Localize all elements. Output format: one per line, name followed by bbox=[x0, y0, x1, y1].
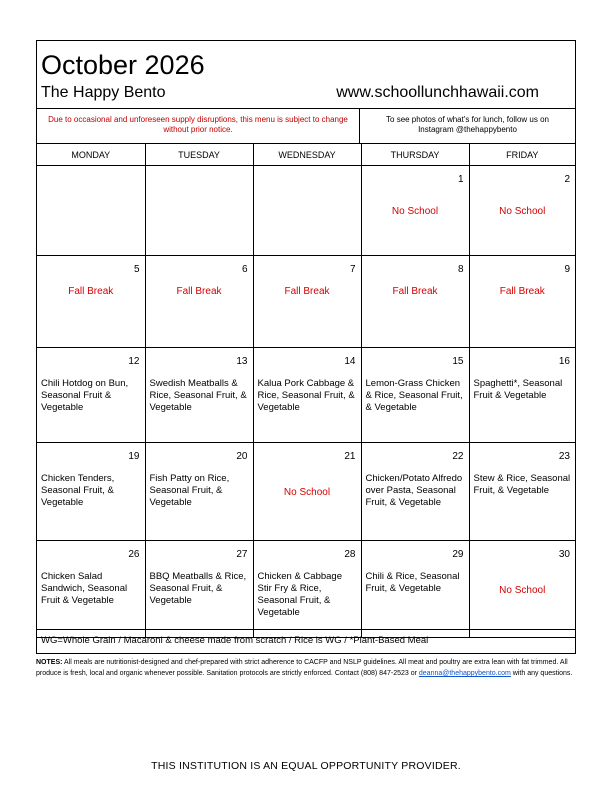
day-cell-content bbox=[254, 541, 361, 637]
day-number: 27 bbox=[236, 549, 248, 560]
calendar-day-cell bbox=[37, 443, 145, 541]
day-number: 9 bbox=[564, 264, 570, 275]
disruption-notice: Due to occasional and unforeseen supply disruptions, this menu is subject to change without prior notice. bbox=[37, 109, 360, 143]
calendar-day-cell bbox=[469, 443, 575, 541]
day-number: 8 bbox=[457, 264, 464, 275]
calendar-day-cell bbox=[253, 166, 361, 256]
day-cell-content bbox=[470, 256, 576, 347]
meal-description: Chicken & Cabbage Stir Fry & Rice, Seasonal Fruit, & Vegetable bbox=[257, 571, 342, 618]
notes-text: All meals are nutritionist-designed and chef-prepared with strict adherence to CACFP and NSLP guidelines. All meat and poultry are extra lean with fat trimmed. All produce is fresh, local and organic whenever possible. Sanitation protocols are strictly enforced. Contact (808) 847-2523 or bbox=[36, 659, 568, 677]
meal-description: Stew & Rice, Seasonal Fruit, & Vegetable bbox=[473, 473, 571, 496]
closure-label: Fall Break bbox=[68, 286, 114, 297]
closure-label: No School bbox=[391, 206, 439, 217]
calendar-week-row bbox=[37, 348, 575, 443]
day-number: 12 bbox=[128, 356, 140, 367]
day-cell-content bbox=[146, 443, 253, 540]
day-number: 16 bbox=[558, 356, 570, 367]
day-cell-content bbox=[146, 166, 253, 255]
menu-calendar-frame bbox=[36, 40, 576, 654]
meal-description: BBQ Meatballs & Rice, Seasonal Fruit, & Vegetable bbox=[149, 571, 247, 606]
day-cell-content bbox=[37, 166, 145, 255]
calendar-day-cell bbox=[145, 166, 253, 256]
weekday-header-row bbox=[37, 144, 575, 166]
weekday-header: FRIDAY bbox=[469, 144, 575, 166]
website-link[interactable]: www.schoollunchhawaii.com bbox=[336, 84, 539, 101]
notes-suffix: with any questions. bbox=[510, 670, 573, 677]
calendar-day-cell bbox=[145, 256, 253, 348]
meal-description: Chicken Tenders, Seasonal Fruit, & Vegetable bbox=[41, 473, 115, 508]
meal-description: Lemon-Grass Chicken & Rice, Seasonal Fruit, & Vegetable bbox=[365, 378, 463, 413]
day-number: 7 bbox=[349, 264, 356, 275]
day-cell-content bbox=[362, 443, 469, 540]
calendar-day-cell bbox=[469, 348, 575, 443]
calendar-day-cell bbox=[37, 348, 145, 443]
day-number: 13 bbox=[236, 356, 248, 367]
day-cell-content bbox=[254, 348, 361, 442]
calendar-day-cell bbox=[253, 443, 361, 541]
day-cell-content bbox=[470, 541, 576, 637]
day-number: 30 bbox=[558, 549, 570, 560]
weekday-header: THURSDAY bbox=[361, 144, 469, 166]
calendar-day-cell bbox=[361, 166, 469, 256]
calendar-day-cell bbox=[37, 256, 145, 348]
day-number: 2 bbox=[564, 174, 570, 185]
instagram-notice: To see photos of what's for lunch, follow us on Instagram @thehappybento bbox=[386, 115, 549, 134]
notes-label: NOTES: bbox=[36, 659, 63, 666]
day-cell-content bbox=[362, 348, 469, 442]
calendar-day-cell bbox=[37, 541, 145, 638]
calendar-day-cell bbox=[37, 166, 145, 256]
day-cell-content bbox=[362, 166, 469, 255]
calendar-day-cell bbox=[145, 348, 253, 443]
closure-label: Fall Break bbox=[499, 286, 545, 297]
meal-description: Kalua Pork Cabbage & Rice, Seasonal Fruit, & Vegetable bbox=[257, 378, 355, 413]
day-number: 20 bbox=[236, 451, 248, 462]
notes bbox=[36, 657, 578, 679]
closure-label: No School bbox=[499, 585, 546, 596]
day-cell-content bbox=[254, 443, 361, 540]
day-number: 21 bbox=[344, 451, 356, 462]
day-cell-content bbox=[146, 348, 253, 442]
weekday-header: TUESDAY bbox=[145, 144, 253, 166]
calendar-week-row bbox=[37, 256, 575, 348]
calendar-day-cell bbox=[253, 348, 361, 443]
day-cell-content bbox=[254, 166, 361, 255]
closure-label: No School bbox=[283, 487, 331, 498]
calendar-day-cell bbox=[361, 541, 469, 638]
calendar-day-cell bbox=[361, 256, 469, 348]
day-number: 23 bbox=[558, 451, 570, 462]
calendar-day-cell bbox=[469, 166, 575, 256]
calendar-week-row bbox=[37, 443, 575, 541]
equal-opportunity-footer: THIS INSTITUTION IS AN EQUAL OPPORTUNITY PROVIDER. bbox=[151, 760, 461, 772]
day-cell-content bbox=[470, 443, 576, 540]
calendar-day-cell bbox=[253, 256, 361, 348]
day-cell-content bbox=[37, 348, 145, 442]
closure-label: Fall Break bbox=[176, 286, 222, 297]
meal-description: Chili Hotdog on Bun, Seasonal Fruit & Vegetable bbox=[41, 378, 129, 413]
meal-description: Chili & Rice, Seasonal Fruit, & Vegetable bbox=[365, 571, 460, 594]
day-number: 1 bbox=[457, 174, 464, 185]
calendar-day-cell bbox=[469, 256, 575, 348]
day-number: 28 bbox=[344, 549, 356, 560]
closure-label: Fall Break bbox=[392, 286, 438, 297]
contact-email-link[interactable]: deanna@thehappybento.com bbox=[418, 670, 511, 677]
notice-row bbox=[37, 108, 575, 143]
day-cell-content bbox=[146, 541, 253, 637]
day-number: 6 bbox=[241, 264, 248, 275]
meal-description: Swedish Meatballs & Rice, Seasonal Fruit, & Vegetable bbox=[149, 378, 247, 413]
day-cell-content bbox=[146, 256, 253, 347]
meal-description: Spaghetti*, Seasonal Fruit & Vegetable bbox=[473, 378, 563, 401]
calendar-week-row bbox=[37, 166, 575, 256]
day-cell-content bbox=[37, 443, 145, 540]
calendar-day-cell bbox=[469, 541, 575, 638]
day-cell-content bbox=[362, 541, 469, 637]
day-number: 15 bbox=[452, 356, 464, 367]
calendar-day-cell bbox=[253, 541, 361, 638]
day-number: 19 bbox=[128, 451, 140, 462]
closure-label: Fall Break bbox=[284, 286, 330, 297]
meal-description: Chicken/Potato Alfredo over Pasta, Seasonal Fruit, & Vegetable bbox=[365, 473, 463, 508]
day-cell-content bbox=[37, 541, 145, 637]
day-cell-content bbox=[470, 166, 576, 255]
closure-label: No School bbox=[499, 206, 546, 217]
calendar-day-cell bbox=[145, 541, 253, 638]
meal-description: Fish Patty on Rice, Seasonal Fruit, & Vegetable bbox=[149, 473, 230, 508]
day-cell-content bbox=[470, 348, 576, 442]
calendar-table bbox=[37, 143, 575, 638]
day-cell-content bbox=[37, 256, 145, 347]
weekday-header: MONDAY bbox=[37, 144, 145, 166]
legend: WG=Whole Grain / Macaroni & cheese made from scratch / Rice is WG / *Plant-Based Meal bbox=[37, 629, 575, 653]
calendar-day-cell bbox=[361, 348, 469, 443]
calendar-day-cell bbox=[361, 443, 469, 541]
calendar-week-row bbox=[37, 541, 575, 638]
vendor-name: The Happy Bento bbox=[41, 84, 166, 101]
meal-description: Chicken Salad Sandwich, Seasonal Fruit & Vegetable bbox=[41, 571, 128, 606]
calendar-day-cell bbox=[145, 443, 253, 541]
page-title: October 2026 bbox=[41, 50, 205, 80]
day-number: 5 bbox=[133, 264, 140, 275]
day-number: 29 bbox=[452, 549, 464, 560]
day-number: 26 bbox=[128, 549, 140, 560]
day-cell-content bbox=[254, 256, 361, 347]
weekday-header: WEDNESDAY bbox=[253, 144, 361, 166]
day-cell-content bbox=[362, 256, 469, 347]
day-number: 22 bbox=[452, 451, 464, 462]
day-number: 14 bbox=[344, 356, 356, 367]
